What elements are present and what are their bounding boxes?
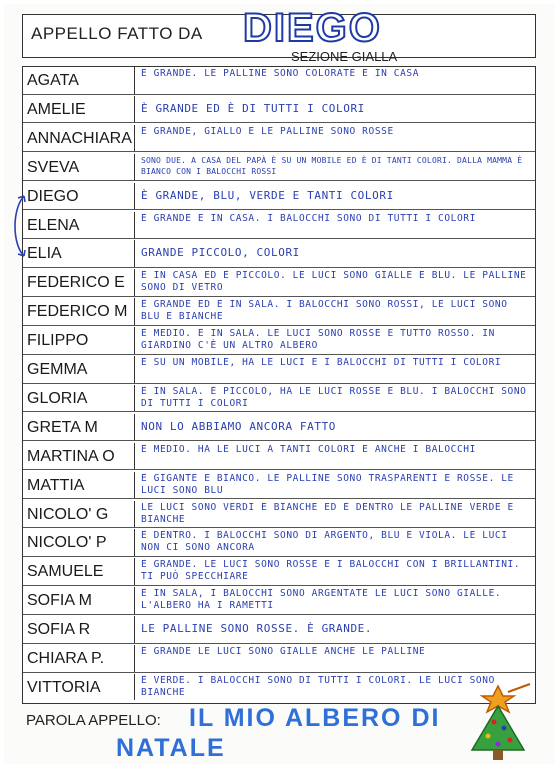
student-name: SOFIA M — [23, 587, 135, 614]
section-name: SEZIONE GIALLA — [291, 49, 398, 64]
footer-label: PAROLA APPELLO: — [26, 712, 161, 729]
roster-table — [22, 66, 536, 704]
table-row — [23, 298, 535, 326]
table-row — [23, 616, 535, 644]
footer-answer-line2: NATALE — [116, 734, 226, 762]
student-note: LE LUCI SONO VERDI E BIANCHE ED È DENTRO LE PALLINE VERDE E BIANCHE — [141, 501, 514, 525]
student-note: È GRANDE. LE LUCI SONO ROSSE E I BALOCCHI CON I BRILLANTINI. TI PUÒ SPECCHIARE — [141, 559, 521, 583]
student-note: È GRANDE, BLU, VERDE E TANTI COLORI — [141, 188, 394, 202]
student-name: GRETA M — [23, 414, 135, 441]
worksheet — [4, 4, 554, 764]
footer-answer-line1: IL MIO ALBERO DI — [189, 704, 441, 732]
student-name: ELIA — [23, 240, 135, 267]
student-note: È IN CASA ED È PICCOLO. LE LUCI SONO GIALLE E BLU. LE PALLINE SONO DI VETRO — [141, 270, 527, 294]
table-row — [23, 443, 535, 471]
table-row — [23, 674, 535, 701]
student-name: FEDERICO M — [23, 298, 135, 325]
table-row — [23, 240, 535, 268]
student-name: SVEVA — [23, 154, 135, 181]
student-name: GEMMA — [23, 356, 135, 383]
student-note: GRANDE PICCOLO, COLORI — [141, 246, 300, 260]
student-note: SONO DUE. A CASA DEL PAPÀ È SU UN MOBILE ED È DI TANTI COLORI. DALLA MAMMA È BIANCO CON I BALOCCHI ROSSI — [141, 155, 523, 176]
student-note: È IN SALA. È PICCOLO, HA LE LUCI ROSSE E BLU. I BALOCCHI SONO DI TUTTI I COLORI — [141, 385, 527, 409]
table-row — [23, 183, 535, 211]
student-name: FEDERICO E — [23, 269, 135, 296]
student-note: È GRANDE ED È IN SALA. I BALOCCHI SONO ROSSI, LE LUCI SONO BLU E BIANCHE — [141, 299, 508, 323]
student-name: AMELIE — [23, 96, 135, 123]
student-note: È GRANDE ED È DI TUTTI I COLORI — [141, 101, 365, 115]
student-note: È VERDE. I BALOCCHI SONO DI TUTTI I COLORI. LE LUCI SONO BIANCHE — [141, 674, 495, 698]
student-name: MATTIA — [23, 472, 135, 499]
student-note: È GRANDE. LE PALLINE SONO COLORATE È IN CASA — [141, 68, 420, 79]
student-note: È DENTRO. I BALOCCHI SONO DI ARGENTO, BLU E VIOLA. LE LUCI NON CI SONO ANCORA — [141, 530, 508, 554]
student-note: È GRANDE LE LUCI SONO GIALLE ANCHE LE PALLINE — [141, 646, 426, 657]
table-row — [23, 67, 535, 95]
table-row — [23, 558, 535, 586]
student-note: È GRANDE E IN CASA. I BALOCCHI SONO DI TUTTI I COLORI — [141, 212, 476, 224]
student-name: CHIARA P. — [23, 645, 135, 672]
student-name: NICOLO' G — [23, 501, 135, 528]
student-name: MARTINA O — [23, 443, 135, 470]
table-row — [23, 529, 535, 557]
table-row — [23, 154, 535, 182]
student-name: ELENA — [23, 212, 135, 239]
student-name: NICOLO' P — [23, 529, 135, 556]
student-note: È SU UN MOBILE, HA LE LUCI E I BALOCCHI DI TUTTI I COLORI — [141, 357, 502, 368]
caller-name: DIEGO — [243, 6, 382, 50]
student-name: DIEGO — [23, 183, 135, 210]
table-row — [23, 414, 535, 442]
student-name: VITTORIA — [23, 674, 135, 701]
student-name: SAMUELE — [23, 558, 135, 585]
student-note: È IN SALA, I BALOCCHI SONO ARGENTATE LE LUCI SONO GIALLE. L'ALBERO HA I RAMETTI — [141, 588, 502, 612]
table-row — [23, 269, 535, 297]
table-row — [23, 645, 535, 673]
table-row — [23, 501, 535, 529]
christmas-tree-drawing-icon — [464, 680, 544, 764]
table-row — [23, 125, 535, 153]
student-note: NON LO ABBIAMO ANCORA FATTO — [141, 419, 337, 433]
student-note: È MEDIO. È IN SALA. LE LUCI SONO ROSSE E TUTTO ROSSO. IN GIARDINO C'È UN ALTRO ALBERO — [141, 328, 495, 352]
table-row — [23, 472, 535, 500]
table-row — [23, 212, 535, 240]
header-label: APPELLO FATTO DA — [31, 24, 203, 43]
swap-arrow-drawing-icon — [4, 4, 44, 284]
table-row — [23, 327, 535, 355]
student-note: LE PALLINE SONO ROSSE. È GRANDE. — [141, 622, 373, 636]
student-note: È GIGANTE E BIANCO. LE PALLINE SONO TRASPARENTI E ROSSE. LE LUCI SONO BLU — [141, 472, 514, 496]
table-row — [23, 356, 535, 384]
student-name: ANNACHIARA — [23, 125, 135, 152]
student-name: FILIPPO — [23, 327, 135, 354]
header-box — [22, 6, 536, 64]
student-name: SOFIA R — [23, 616, 135, 643]
table-row — [23, 587, 535, 615]
student-name: GLORIA — [23, 385, 135, 412]
student-note: È GRANDE, GIALLO E LE PALLINE SONO ROSSE — [141, 125, 394, 137]
table-row — [23, 96, 535, 124]
student-name: AGATA — [23, 67, 135, 94]
student-note: È MEDIO. HA LE LUCI A TANTI COLORI E ANCHE I BALOCCHI — [141, 443, 476, 455]
table-row — [23, 385, 535, 413]
